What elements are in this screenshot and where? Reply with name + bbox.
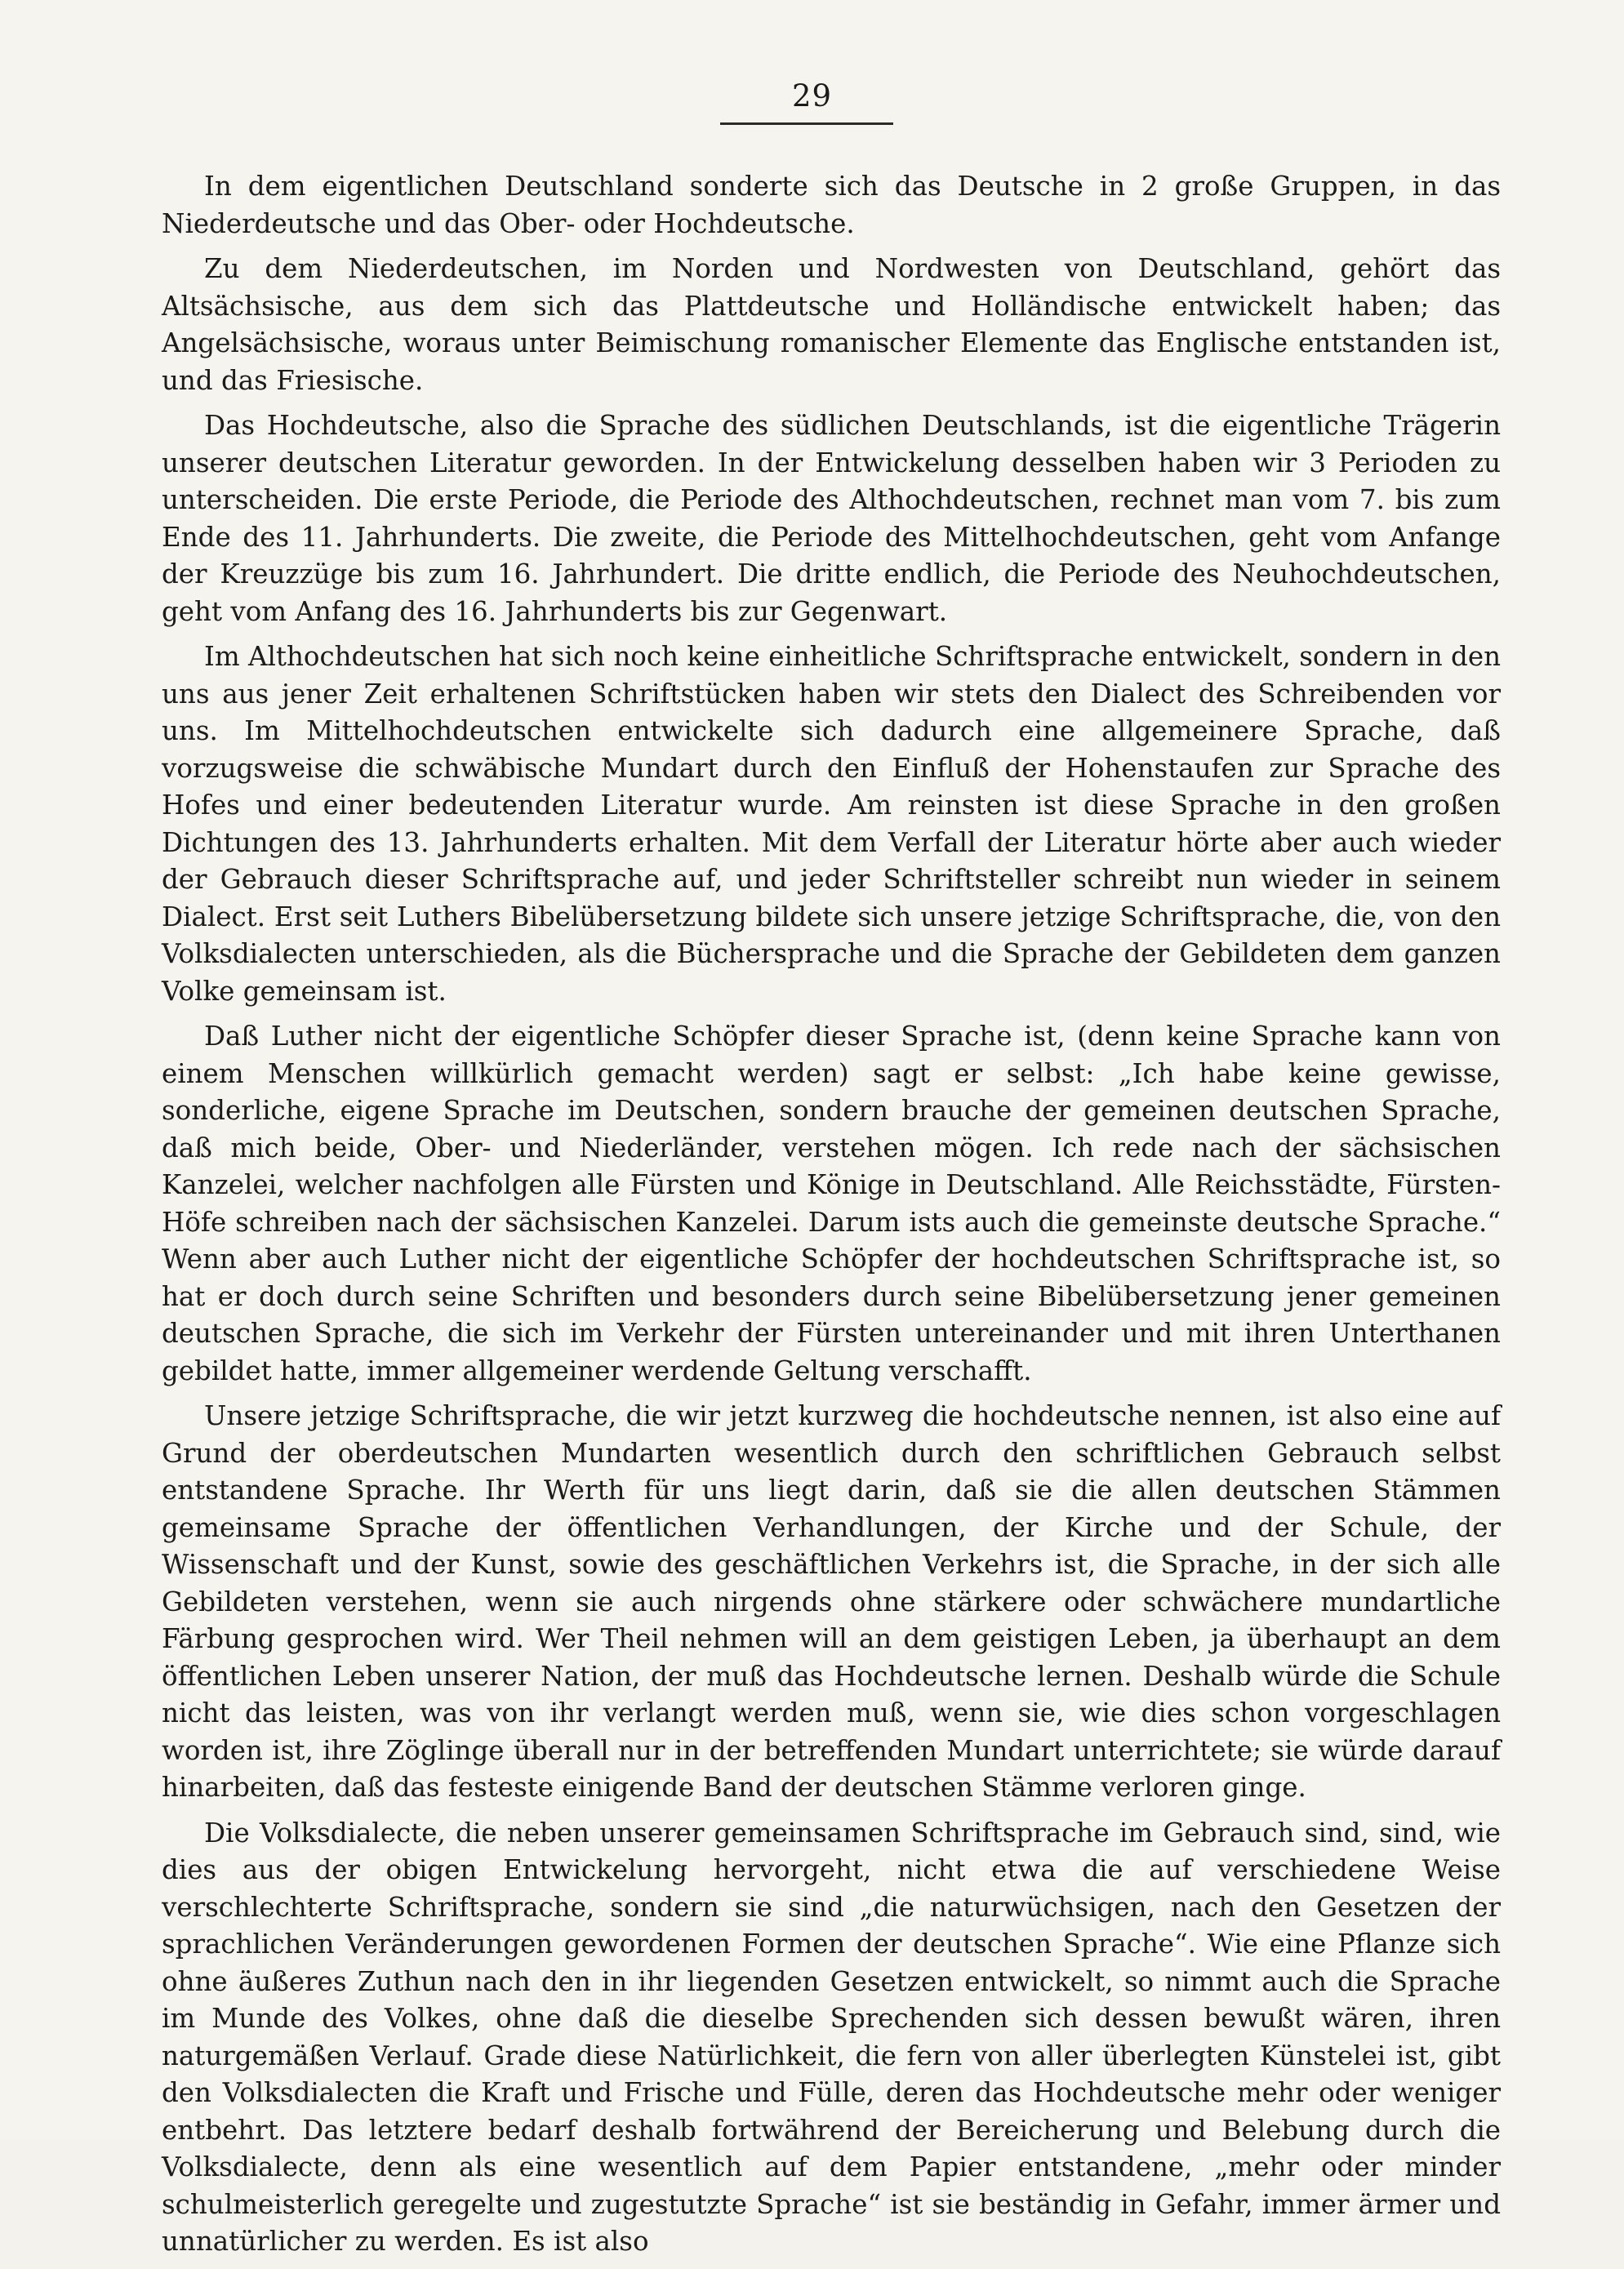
page-number-rule — [720, 122, 893, 125]
paragraph-1: In dem eigentlichen Deutschland sonderte sich das Deutsche in 2 große Gruppen, in das Niederdeutsche und das Ober- oder Hochdeutsche. — [162, 171, 1501, 239]
paragraph-4: Im Althochdeutschen hat sich noch keine einheitliche Schriftsprache entwickelt, sondern in den uns aus jener Zeit erhaltenen Schriftstücken haben wir stets den Dialect des Schreibenden vor uns. Im Mittelhochdeutschen entwickelte sich dadurch eine allgemeinere Sprache, daß vorzugsweise die schwäbische Mundart durch den Einfluß der Hohenstaufen zur Sprache des Hofes und einer bedeutenden Literatur wurde. Am reinsten ist diese Sprache in den großen Dichtungen des 13. Jahrhunderts erhalten. Mit dem Verfall der Literatur hörte aber auch wieder der Gebrauch dieser Schriftsprache auf, und jeder Schriftsteller schreibt nun wieder in seinem Dialect. Erst seit Luthers Bibelübersetzung bildete sich unsere jetzige Schriftsprache, die, von den Volksdialecten unterschieden, als die Büchersprache und die Sprache der Gebildeten dem ganzen Volke gemeinsam ist. — [162, 641, 1501, 1007]
paragraph-5: Daß Luther nicht der eigentliche Schöpfer dieser Sprache ist, (denn keine Sprache kann von einem Menschen willkürlich gemacht werden) sagt er selbst: „Ich habe keine gewisse, sonderliche, eigene Sprache im Deutschen, sondern brauche der gemeinen deutschen Sprache, daß mich beide, Ober- und Niederländer, verstehen mögen. Ich rede nach der sächsischen Kanzelei, welcher nachfolgen alle Fürsten und Könige in Deutschland. Alle Reichsstädte, Fürsten-Höfe schreiben nach der sächsischen Kanzelei. Darum ists auch die gemeinste deutsche Sprache.“ Wenn aber auch Luther nicht der eigentliche Schöpfer der hochdeutschen Schriftsprache ist, so hat er doch durch seine Schriften und besonders durch seine Bibelübersetzung jener gemeinen deutschen Sprache, die sich im Verkehr der Fürsten untereinander und mit ihren Unterthanen gebildet hatte, immer allgemeiner werdende Geltung verschafft. — [162, 1021, 1501, 1386]
body-text — [162, 168, 1501, 2269]
paragraph-6: Unsere jetzige Schriftsprache, die wir jetzt kurzweg die hochdeutsche nennen, ist also eine auf Grund der oberdeutschen Mundarten wesentlich durch den schriftlichen Gebrauch selbst entstandene Sprache. Ihr Werth für uns liegt darin, daß sie die allen deutschen Stämmen gemeinsame Sprache der öffentlichen Verhandlungen, der Kirche und der Schule, der Wissenschaft und der Kunst, sowie des geschäftlichen Verkehrs ist, die Sprache, in der sich alle Gebildeten verstehen, wenn sie auch nirgends ohne stärkere oder schwächere mundartliche Färbung gesprochen wird. Wer Theil nehmen will an dem geistigen Leben, ja überhaupt an dem öffentlichen Leben unserer Nation, der muß das Hochdeutsche lernen. Deshalb würde die Schule nicht das leisten, was von ihr verlangt werden muß, wenn sie, wie dies schon vorgeschlagen worden ist, ihre Zöglinge überall nur in der betreffenden Mundart unterrichtete; sie würde darauf hinarbeiten, daß das festeste einigende Band der deutschen Stämme verloren ginge. — [162, 1400, 1501, 1803]
paragraph-3: Das Hochdeutsche, also die Sprache des südlichen Deutschlands, ist die eigentliche Trägerin unserer deutschen Literatur geworden. In der Entwickelung desselben haben wir 3 Perioden zu unterscheiden. Die erste Periode, die Periode des Althochdeutschen, rechnet man vom 7. bis zum Ende des 11. Jahrhunderts. Die zweite, die Periode des Mittelhochdeutschen, geht vom Anfange der Kreuzzüge bis zum 16. Jahrhundert. Die dritte endlich, die Periode des Neuhochdeutschen, geht vom Anfang des 16. Jahrhunderts bis zur Gegenwart. — [162, 410, 1501, 627]
page-number: 29 — [791, 78, 833, 113]
paragraph-7: Die Volksdialecte, die neben unserer gemeinsamen Schriftsprache im Gebrauch sind, sind, wie dies aus der obigen Entwickelung hervorgeht, nicht etwa die auf verschiedene Weise verschlechterte Schriftsprache, sondern sie sind „die naturwüchsigen, nach den Gesetzen der sprachlichen Veränderungen gewordenen Formen der deutschen Sprache“. Wie eine Pflanze sich ohne äußeres Zuthun nach den in ihr liegenden Gesetzen entwickelt, so nimmt auch die Sprache im Munde des Volkes, ohne daß die dieselbe Sprechenden sich dessen bewußt wären, ihren naturgemäßen Verlauf. Grade diese Natürlichkeit, die fern von aller überlegten Künstelei ist, gibt den Volksdialecten die Kraft und Frische und Fülle, deren das Hochdeutsche mehr oder weniger entbehrt. Das letztere bedarf deshalb fortwährend der Bereicherung und Belebung durch die Volksdialecte, denn als eine wesentlich auf dem Papier entstandene, „mehr oder minder schulmeisterlich geregelte und zugestutzte Sprache“ ist sie beständig in Gefahr, immer ärmer und unnatürlicher zu werden. Es ist also — [162, 1817, 1501, 2257]
paragraph-2: Zu dem Niederdeutschen, im Norden und Nordwesten von Deutschland, gehört das Altsächsische, aus dem sich das Plattdeutsche und Holländische entwickelt haben; das Angelsächsische, woraus unter Beimischung romanischer Elemente das Englische entstanden ist, und das Friesische. — [162, 253, 1501, 396]
